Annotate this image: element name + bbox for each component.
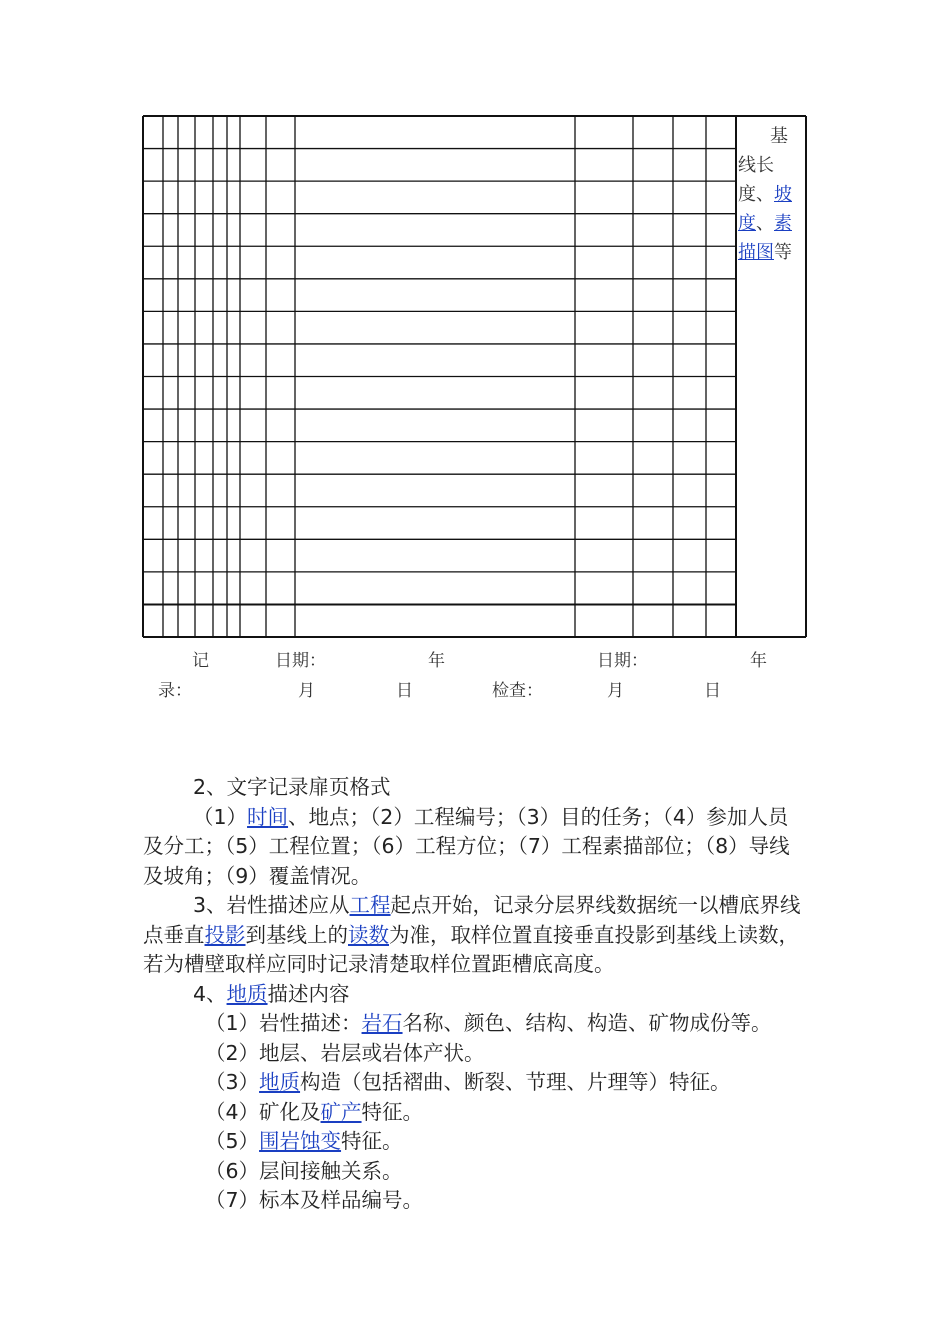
term-link[interactable]: 矿产 [320, 1099, 362, 1124]
term-link[interactable]: 围岩蚀变 [259, 1129, 342, 1153]
side-note-text: 基 [770, 126, 788, 147]
paragraph-text: 4、 [193, 981, 227, 1006]
paragraph-text: 起点开始，记录分层界线数据统一以槽底界线点垂直 [143, 893, 801, 947]
paragraph-text: （5） [205, 1129, 260, 1153]
paragraph-text: （7）标本及样品编号。 [205, 1188, 424, 1212]
paragraph [143, 891, 808, 980]
recorder-label-lu: 录： [158, 681, 192, 701]
side-note-text: 、 [756, 213, 774, 234]
paragraph [143, 803, 808, 892]
side-note-link[interactable]: 坡 [774, 184, 792, 205]
paragraph-text: 3、岩性描述应从 [193, 893, 350, 917]
paragraph-text: 描述内容 [267, 981, 350, 1006]
paragraph-text: 名称、颜色、结构、构造、矿物成份等。 [402, 1011, 772, 1035]
term-link[interactable]: 投影 [204, 922, 246, 947]
side-note-text: 线长 [738, 155, 774, 176]
term-link[interactable]: 岩石 [361, 1011, 403, 1035]
list-item [143, 1009, 808, 1039]
term-link[interactable]: 读数 [348, 922, 389, 947]
paragraph-text: 2、文字记录扉页格式 [193, 775, 391, 799]
paragraph-text: （1） [193, 804, 248, 829]
paragraph-text: （6）层间接触关系。 [205, 1158, 403, 1183]
side-note-line [738, 180, 802, 209]
date-label-recorder: 日期： [275, 651, 326, 671]
side-note-link[interactable]: 度 [738, 213, 756, 234]
paragraph-text: （1）岩性描述： [205, 1011, 362, 1035]
list-item [143, 1098, 808, 1128]
document-body [143, 773, 808, 1216]
paragraph-text: 、地点；（2）工程编号；（3）目的任务；（4）参加人员及分工；（5）工程位置；（6）工程方位；（7）工程素描部位；（8）导线及坡角；（9）覆盖情况。 [143, 804, 790, 888]
day-label-recorder: 日 [396, 681, 413, 701]
paragraph-text: 为准，取样位置直接垂直投影到基线上读数，若为槽壁取样应同时记录清楚取样位置距槽底高度。 [143, 922, 799, 976]
list-item [143, 1157, 808, 1187]
list-item [143, 1068, 808, 1098]
paragraph-text: 构造（包括褶曲、断裂、节理、片理等）特征。 [300, 1070, 731, 1094]
paragraph-text: （3） [205, 1070, 260, 1094]
side-note-line [738, 209, 802, 238]
date-label-checker: 日期： [597, 651, 648, 671]
month-label-recorder: 月 [298, 681, 315, 701]
year-label-checker: 年 [750, 651, 767, 671]
table-side-note [738, 122, 802, 267]
paragraph-text: （2）地层、岩层或岩体产状。 [205, 1040, 485, 1065]
day-label-checker: 日 [704, 681, 721, 701]
paragraph [143, 980, 808, 1010]
list-item [143, 1127, 808, 1157]
side-note-line [738, 238, 802, 267]
paragraph-text: 特征。 [361, 1099, 424, 1124]
side-note-line [738, 122, 802, 151]
list-item [143, 1186, 808, 1216]
list-item [143, 1039, 808, 1069]
side-note-link[interactable]: 素 [774, 213, 792, 234]
paragraph-text: 到基线上的 [245, 922, 348, 947]
term-link[interactable]: 地质 [259, 1070, 301, 1094]
side-note-text: 度、 [738, 184, 774, 205]
term-link[interactable]: 地质 [226, 981, 268, 1006]
paragraph-text: （4）矿化及 [205, 1099, 321, 1124]
term-link[interactable]: 工程 [349, 893, 391, 917]
side-note-link[interactable]: 描图 [738, 242, 774, 263]
recorder-label-ji: 记 [192, 651, 209, 671]
year-label-recorder: 年 [428, 651, 445, 671]
paragraph [143, 773, 808, 803]
paragraph-text: 特征。 [341, 1129, 403, 1153]
month-label-checker: 月 [607, 681, 624, 701]
side-note-line [738, 151, 802, 180]
side-note-text: 等 [774, 242, 792, 263]
checker-label: 检查： [492, 681, 543, 701]
term-link[interactable]: 时间 [247, 804, 289, 829]
